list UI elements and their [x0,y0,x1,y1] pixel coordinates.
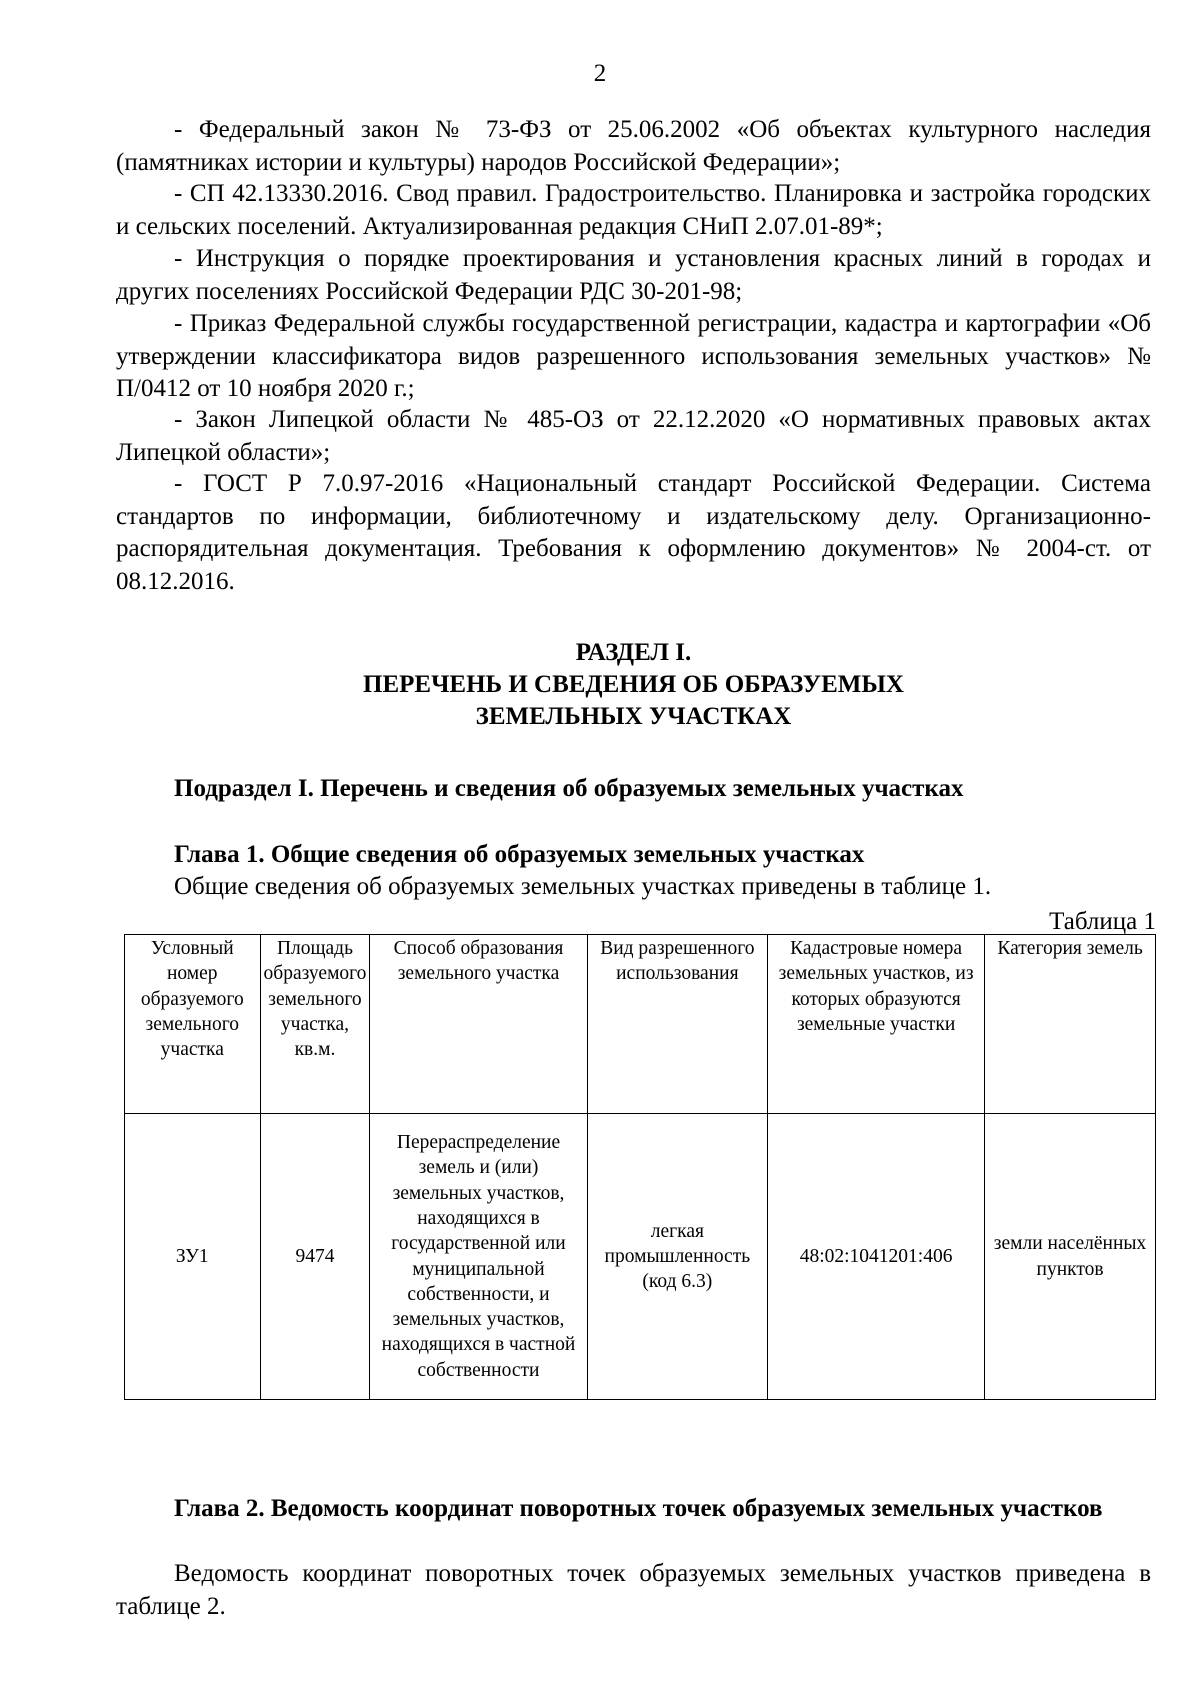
table-header-cell: Условный номер образуемого земельного участка [125,935,261,1114]
list-item: - СП 42.13330.2016. Свод правил. Градостроительство. Планировка и застройка городских и сельских поселений. Актуализированная редакция СНиП 2.07.01-89*; [116,180,1151,240]
land-category-cell: земли населённых пунктов [985,1114,1156,1400]
land-plots-table [124,934,1156,1400]
chapter1-title: Глава 1. Общие сведения об образуемых земельных участках [174,841,865,868]
section-title-line: ПЕРЕЧЕНЬ И СВЕДЕНИЯ ОБ ОБРАЗУЕМЫХ [363,671,904,698]
list-item: - Федеральный закон № 73-ФЗ от 25.06.2002 «Об объектах культурного наследия (памятниках истории и культуры) народов Российской Федерации»; [116,116,1151,176]
list-item: - Инструкция о порядке проектирования и установления красных линий в городах и других поселениях Российской Федерации РДС 30-201-98; [116,245,1151,305]
table-header-cell: Категория земель [985,935,1156,1114]
table-header-cell: Вид разрешенного использования [587,935,768,1114]
list-item: - ГОСТ Р 7.0.97-2016 «Национальный стандарт Российской Федерации. Система стандартов по информации, библиотечному и издательскому делу. Организационно-распорядительная документация. Требования к оформлению документов» № 2004-ст. от 08.12.2016. [116,470,1151,595]
permitted-use-cell: легкая промышленность (код 6.3) [587,1114,768,1400]
table-header-cell: Способ образования земельного участка [370,935,587,1114]
plot-area-cell: 9474 [260,1114,370,1400]
chapter2-title: Глава 2. Ведомость координат поворотных точек образуемых земельных участков [174,1495,1103,1522]
chapter1-text: Общие сведения об образуемых земельных участках приведены в таблице 1. [174,873,992,900]
table-caption: Таблица 1 [1049,908,1156,935]
chapter2-text: Ведомость координат поворотных точек образуемых земельных участков приведена в таблице 2. [116,1560,1151,1620]
cadastral-number-cell: 48:02:1041201:406 [768,1114,985,1400]
table-header-cell: Площадь образуемого земельного участка, кв.м. [260,935,370,1114]
list-item: - Приказ Федеральной службы государственной регистрации, кадастра и картографии «Об утверждении классификатора видов разрешенного использования земельных участков» № П/0412 от 10 ноября 2020 г.; [116,310,1151,402]
list-item: - Закон Липецкой области № 485-ОЗ от 22.12.2020 «О нормативных правовых актах Липецкой области»; [116,406,1151,466]
plot-number-cell: ЗУ1 [125,1114,261,1400]
section-title-line: ЗЕМЕЛЬНЫХ УЧАСТКАХ [475,703,792,730]
section-title-line: РАЗДЕЛ I. [575,639,692,666]
table-header-row [125,935,1156,1114]
table-header-cell: Кадастровые номера земельных участков, из которых образуются земельные участки [768,935,985,1114]
page-number: 2 [593,60,607,87]
subsection-title: Подраздел I. Перечень и сведения об образуемых земельных участках [174,775,964,802]
table-row [125,1114,1156,1400]
formation-method-cell: Перераспределение земель и (или) земельных участков, находящихся в государственной или муниципальной собственности, и земельных участков, находящихся в частной собственности [370,1114,587,1400]
